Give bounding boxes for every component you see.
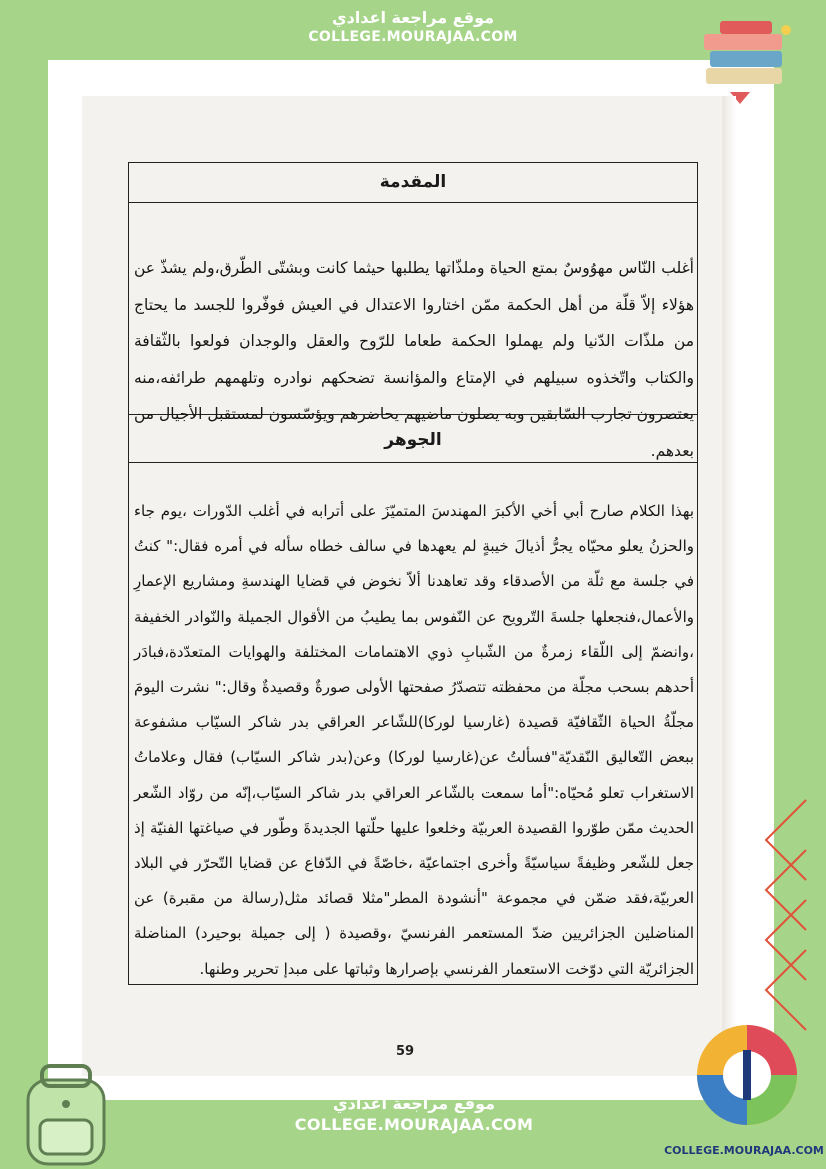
frame-top-line <box>128 162 698 163</box>
heading-divider-1 <box>128 202 698 203</box>
section-text-intro: أغلب النّاس مهوُوسٌ بمتع الحياة وملذّاتها يطلبها حيثما كانت وبشتّى الطّرق،ولم يشذّ عن هؤلاء إلاّ قلّة من أهل الحكمة ممّن اختاروا الاعتدال في العيش فوفّروا للجسد ما يحتاج من ملذّات الدّنيا ولم يهملوا الحكمة طعاما للرّوح والعقل والوجدان فولعوا بالثّقافة والكتاب واتّخذوه سبيلهم في الإمتاع والمؤانسة تضحكهم نوادره وتلهمهم طرائفه،منه يعتصرون تجارب السّابقين وبه يصلون ماضيهم يحاضرهم ويؤسّسون لمستقبل الأجيال من بعدهم. <box>134 259 694 460</box>
scan-page-edge <box>722 96 736 1076</box>
page-number: 59 <box>395 1044 415 1059</box>
footer-site-url[interactable]: COLLEGE.MOURAJAA.COM <box>294 1115 534 1134</box>
header-banner[interactable] <box>290 8 536 46</box>
header-site-url[interactable]: COLLEGE.MOURAJAA.COM <box>308 29 518 45</box>
chevron-decoration-icon <box>736 790 816 1040</box>
logo-site-label[interactable]: COLLEGE.MOURAJAA.COM <box>664 1144 824 1157</box>
header-arabic-title: موقع مراجعة اعدادي <box>331 8 495 27</box>
section-text-core: بهذا الكلام صارح أبي أخي الأكبرَ المهندسَ المتميّزَ على أترابه في أغلب الدّورات ،يوم جاء والحزنُ يعلو محيّاه يجرُّ أذيالَ خيبةٍ لم يعهدها في سالف خطاه سأله في أمره فقال:" كنتُ في جلسة مع ثلّة من الأصدقاء وقد تعاهدنا ألاّ نخوض في قضايا الهندسةِ ومشاريع الإعمارِ والأعمال،فنجعلها جلسةَ التّرويح عن النّفوس بما يطيبُ من الأقوال الجميلة والنّوادر الخفيفة ،وانضمّ إلى اللّقاء زمرةٌ من الشّبابِ ذوي الاهتمامات المختلفة والهوايات المتعدّدة،فبادَر أحدهم بسحب مجلّة من محفظته تتصدّرُ صفحتها الأولى صورةٌ وقصيدةٌ وقال:" نشرت اليومَ مجلّةُ الحياة الثّقافيّة قصيدة (غارسيا لوركا)للشّاعر العراقي بدر شاكر السيّاب مشفوعة ببعض التّعاليق النّقديّة"فسألتُ عن(غارسيا لوركا) وعن(بدر شاكر السيّاب) فقال وعلاماتُ الاستغراب تعلو مُحيّاه:"أما سمعت بالشّاعر العراقي بدر شاكر السيّاب،إنّه من روّاد الشّعر الحديث ممّن طوّروا القصيدة العربيّة وخلعوا عليها حلّتها الجديدةَ وطّور في صياغتها الفنيّة إذ جعل للشّعر وظيفةً سياسيّةً وأخرى اجتماعيّة ،خاصّةً في الدّفاع عن قضايا التّحرّر في البلاد العربيّة،فقد ضمّن في مجموعة "أنشودة المطر"مثلا قصائد مثل(رسالة من مقبرة) عن المناضلين الجزائريين ضدّ المستعمر الفرنسيّ ،وقصيدة ( إلى جميلة بوحيرد) المناضلة الجزائريّة التي دوّخت الاستعمار الفرنسي بإصرارها وثباتها على مبدإ تحرير وطنها. <box>134 502 694 978</box>
books-logo-icon <box>700 8 800 108</box>
school-bag-icon <box>18 1060 114 1168</box>
section-heading-intro: المقدمة <box>379 172 447 192</box>
footer-arabic-title: موقع مراجعة اعدادي <box>332 1094 496 1113</box>
education-wheel-logo-icon[interactable] <box>692 1020 802 1130</box>
section-heading-core: الجوهر <box>384 430 442 450</box>
footer-banner[interactable] <box>276 1094 552 1136</box>
